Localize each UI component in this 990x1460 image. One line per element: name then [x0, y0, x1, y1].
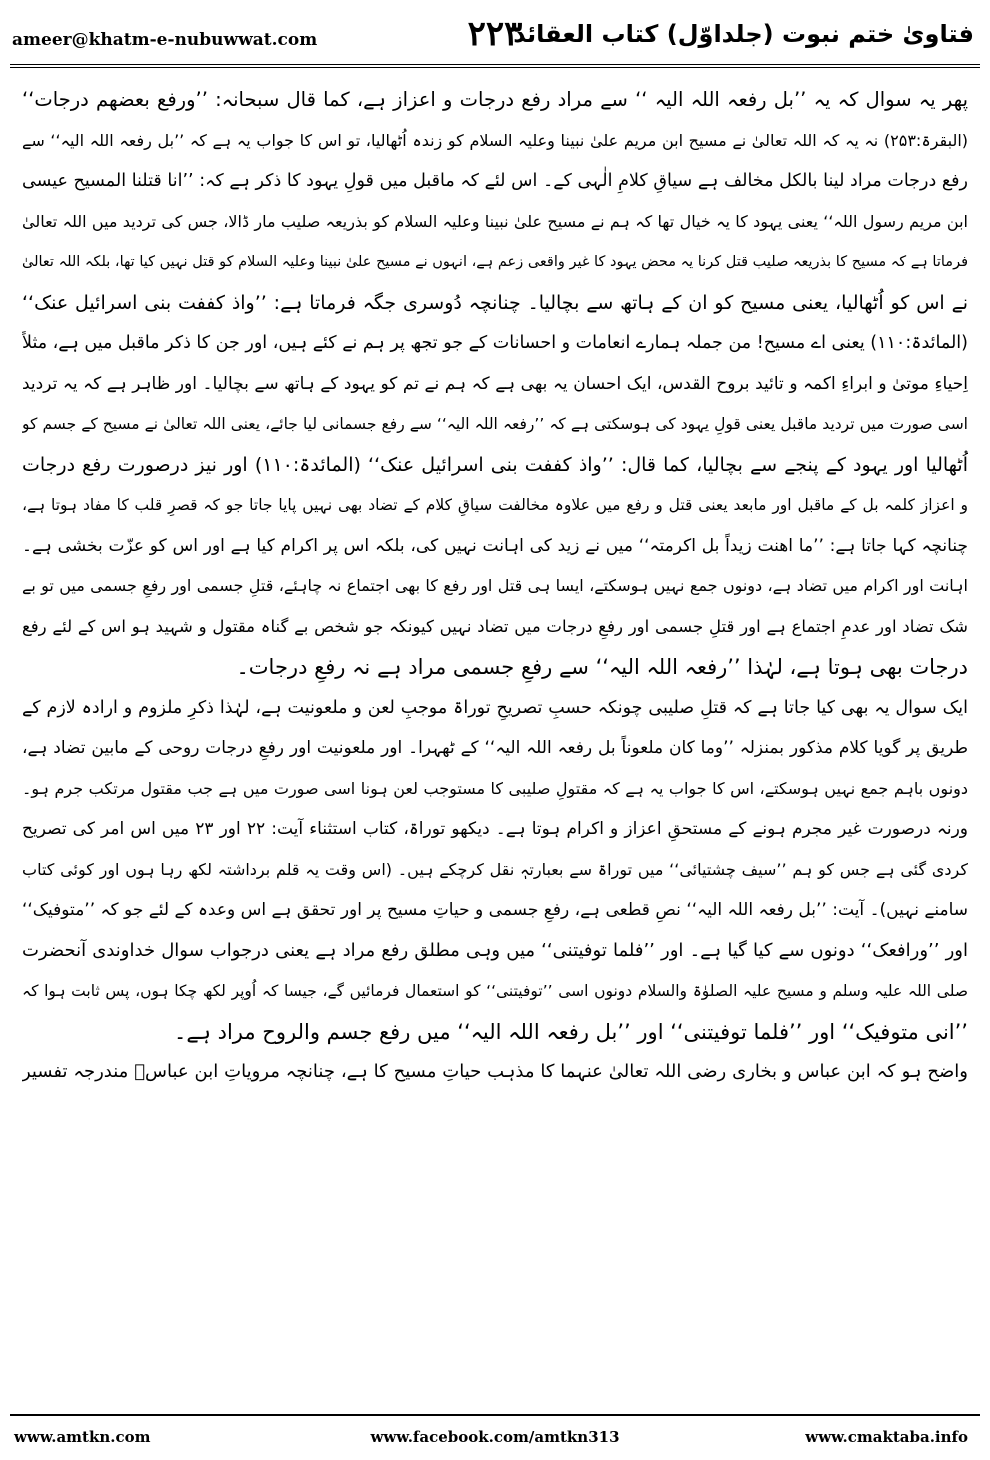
- text-line: اہانت اور اکرام میں تضاد ہے، دونوں جمع نہیں ہوسکتے، ایسا ہی قتل اور رفع کا بھی اجتماع نہ چاہئے، قتلِ جسمی اور رفعِ جسمی میں تو بے: [22, 576, 968, 595]
- page-footer: [0, 1424, 990, 1454]
- text-line: سامنے نہیں)۔ آیت: ’’بل رفعہ اللہ الیہ‘‘ نصِ قطعی ہے، رفعِ جسمی و حیاتِ مسیح پر اور تحقق ہے اس وعدہ کے لئے جو کہ ’’متوفیک‘‘: [22, 900, 968, 920]
- text-line: اِحیاءِ موتیٰ و ابراءِ اکمہ و تائید بروح القدس، ایک احسان یہ بھی ہے کہ ہم نے تم کو یہود کے ہاتھ سے بچالیا۔ اور ظاہر ہے کہ یہ تردید: [22, 373, 968, 394]
- footer-link-amtkn[interactable]: www.amtkn.com: [14, 1428, 151, 1446]
- footer-link-facebook[interactable]: www.facebook.com/amtkn313: [370, 1428, 620, 1446]
- text-line: ایک سوال یہ بھی کیا جاتا ہے کہ قتلِ صلیبی چونکہ حسبِ تصریحِ توراۃ موجبِ لعن و ملعونیت ہے، لہٰذا ذکرِ ملزوم و ارادہ لازم کے: [22, 697, 968, 718]
- header-divider: [10, 64, 980, 68]
- text-line: (المائدۃ:۱۱۰) یعنی اے مسیح! من جملہ ہمارے انعامات و احسانات کے جو تجھ پر ہم نے کئے ہیں، اور جن کا ذکر ماقبل میں ہے، مثلاً: [22, 333, 968, 353]
- text-line: شک تضاد اور عدمِ اجتماع ہے اور قتلِ جسمی اور رفعِ درجات میں تضاد نہیں کیونکہ جو شخص بے گناہ مقتول و شہید ہو اس کے لئے رفع: [22, 616, 968, 636]
- text-line: ابن مریم رسول اللہ‘‘ یعنی یہود کا یہ خیال تھا کہ ہم نے مسیح علیٰ نبینا وعلیہ السلام کو بذریعہ صلیب مار ڈالا، جس کی تردید میں اللہ تعالیٰ: [22, 211, 968, 231]
- page-number: ۲۲۳: [467, 14, 523, 54]
- footer-link-cmaktaba[interactable]: www.cmaktaba.info: [805, 1428, 968, 1446]
- text-line: رفع درجات مراد لینا بالکل مخالف ہے سیاقِ کلامِ الٰہی کے۔ اس لئے کہ ماقبل میں قولِ یہود کا ذکر ہے کہ: ’’انا قتلنا المسیح عیسی: [22, 171, 968, 191]
- page-body: [22, 80, 968, 1400]
- text-line: ورنہ درصورت غیر مجرم ہونے کے مستحقِ اعزاز و اکرام ہوتا ہے۔ دیکھو توراۃ، کتاب استثناء آیت: ۲۲ اور ۲۳ میں اس امر کی تصریح: [22, 819, 968, 839]
- text-line: اسی صورت میں تردید ماقبل یعنی قولِ یہود کی ہوسکتی ہے کہ ’’رفعہ اللہ الیہ‘‘ سے رفع جسمانی لیا جائے، یعنی اللہ تعالیٰ نے مسیح کے جسم کو: [22, 415, 968, 433]
- text-line: (البقرۃ:۲۵۳) نہ یہ کہ اللہ تعالیٰ نے مسیح ابن مریم علیٰ نبینا وعلیہ السلام کو زندہ اُٹھالیا، تو اس کا جواب یہ ہے کہ ’’بل رفعہ اللہ الیہ‘‘ سے: [22, 130, 968, 150]
- text-line: واضح ہو کہ ابن عباس و بخاری رضی اللہ تعالیٰ عنہما کا مذہب حیاتِ مسیح کا ہے، چنانچہ مرویاتِ ابن عباسؓ مندرجہ تفسیر: [22, 1061, 968, 1082]
- text-line: اُٹھالیا اور یہود کے پنجے سے بچالیا، کما قال: ’’واذ کففت بنی اسرائیل عنک‘‘ (المائدۃ:۱۱۰) اور نیز درصورت رفع درجات: [22, 453, 968, 476]
- text-line: دونوں باہم جمع نہیں ہوسکتے، اس کا جواب یہ ہے کہ مقتولِ صلیبی کا مستوجب لعن ہونا اسی صورت میں ہے جب مقتول مرتکب جرم ہو۔: [22, 778, 968, 798]
- text-line: پھر یہ سوال کہ یہ ’’بل رفعہ اللہ الیہ ‘‘ سے مراد رفع درجات و اعزاز ہے، کما قال سبحانہ: ’’ورفع بعضھم درجات‘‘: [22, 88, 968, 111]
- footer-divider: [10, 1414, 980, 1416]
- text-line: اور ’’ورافعک‘‘ دونوں سے کیا گیا ہے۔ اور ’’فلما توفیتنی‘‘ میں وہی مطلق رفع مراد ہے یعنی درجواب سوال خداوندی آنحضرت: [22, 939, 968, 961]
- page-header: [0, 0, 990, 62]
- text-line: نے اس کو اُٹھالیا، یعنی مسیح کو ان کے ہاتھ سے بچالیا۔ چنانچہ دُوسری جگہ فرماتا ہے: ’’واذ کففت بنی اسرائیل عنک‘‘: [22, 291, 968, 314]
- text-line: فرماتا ہے کہ مسیح کا بذریعہ صلیب قتل کرنا یہ محض یہود کا غیر واقعی زعم ہے، انہوں نے مسیح علیٰ نبینا وعلیہ السلام کو قتل نہیں کیا تھا، بلکہ اللہ تعالیٰ: [22, 254, 968, 270]
- text-line: درجات بھی ہوتا ہے، لہٰذا ’’رفعہ اللہ الیہ‘‘ سے رفعِ جسمی مراد ہے نہ رفعِ درجات۔: [236, 655, 968, 679]
- header-email: ameer@khatm-e-nubuwwat.com: [12, 30, 318, 50]
- text-line: چنانچہ کہا جاتا ہے: ’’ما اھنت زیداً بل اکرمتہ‘‘ میں نے زید کی اہانت نہیں کی، بلکہ اس پر اکرام کیا ہے اور اس کو عزّت بخشی ہے۔: [22, 535, 968, 556]
- book-title: فتاویٰ ختم نبوت (جلداوّل) کتاب العقائد: [513, 20, 974, 48]
- text-line: و اعزاز کلمہ بل کے ماقبل اور مابعد یعنی قتل و رفع میں علاوہ مخالفت سیاقِ کلام کے تضاد بھی نہیں پایا جاتا جو کہ قصرِ قلب کا مفاد ہوتا ہے،: [22, 496, 968, 514]
- text-line: صلی اللہ علیہ وسلم و مسیح علیہ الصلوٰۃ والسلام دونوں اسی ’’توفیتنی‘‘ کو استعمال فرمائیں گے، جیسا کہ اُوپر لکھ چکا ہوں، پس ثابت ہوا کہ: [22, 982, 968, 1000]
- text-line: طریق پر گویا کلام مذکور بمنزلہ ’’وما کان ملعوناً بل رفعہ اللہ الیہ‘‘ کے ٹھہرا۔ اور ملعونیت اور رفعِ درجات روحی کے مابین تضاد ہے،: [22, 738, 968, 758]
- text-line: ’’انی متوفیک‘‘ اور ’’فلما توفیتنی‘‘ اور ’’بل رفعہ اللہ الیہ‘‘ میں رفع جسم والروح مراد ہے۔: [174, 1019, 968, 1044]
- text-line: کردی گئی ہے جس کو ہم ’’سیف چشتیائی‘‘ میں توراۃ سے بعبارتہٖ نقل کرچکے ہیں۔ (اس وقت یہ قلم برداشتہ لکھ رہا ہوں اور کوئی کتاب: [22, 859, 968, 879]
